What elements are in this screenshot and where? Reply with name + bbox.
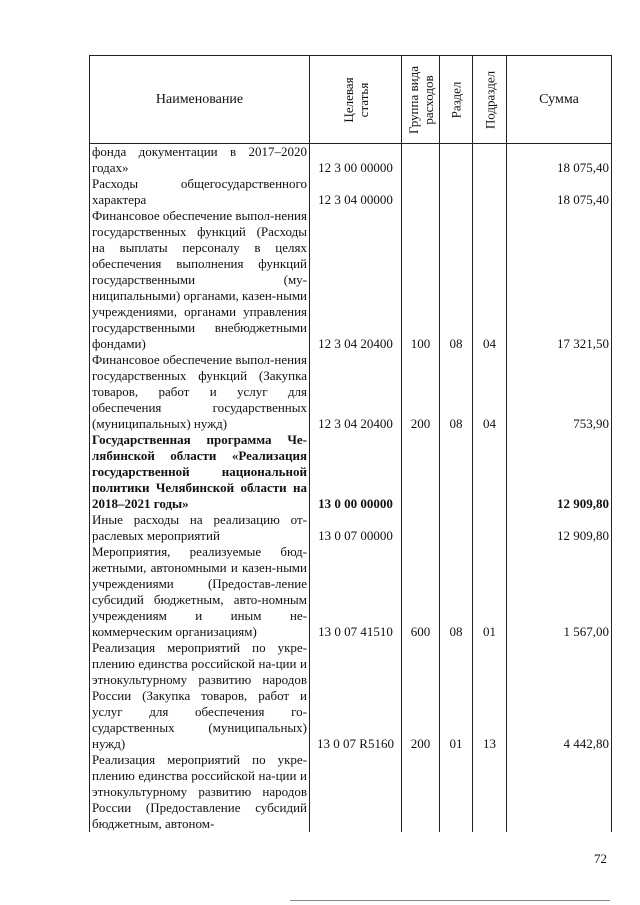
row-name: Реализация мероприятий по укре-плению единства российской на-ции и этнокультурному развитию народов России (Предоставление субсидий бюджетным, автоном-	[90, 752, 310, 832]
header-subsection	[473, 56, 507, 144]
header-sum: Сумма	[507, 56, 612, 144]
row-section	[440, 752, 473, 832]
header-code-line-2: статья	[355, 82, 371, 117]
row-code: 13 0 07 41510	[310, 544, 402, 640]
table-row	[90, 432, 612, 512]
row-group	[402, 432, 440, 512]
row-subsection: 04	[473, 208, 507, 352]
budget-table	[89, 55, 612, 832]
row-section	[440, 432, 473, 512]
page-number: 72	[594, 851, 607, 866]
row-sum: 18 075,40	[507, 176, 612, 208]
row-section: 08	[440, 208, 473, 352]
row-group: 600	[402, 544, 440, 640]
header-code-line-1: Целевая	[340, 76, 356, 123]
row-sum: 4 442,80	[507, 640, 612, 752]
row-group: 200	[402, 352, 440, 432]
header-group-line-1: Группа вида	[405, 65, 421, 134]
table-row	[90, 352, 612, 432]
table-row	[90, 544, 612, 640]
row-code: 13 0 07 R5160	[310, 640, 402, 752]
table-row	[90, 144, 612, 177]
row-group	[402, 176, 440, 208]
table-header-row	[90, 56, 612, 144]
row-group	[402, 144, 440, 177]
table-row	[90, 208, 612, 352]
row-name: Финансовое обеспечение выпол-нения государственных функций (Закупка товаров, работ и услуг для обеспечения государственных (муниципальных) нужд)	[90, 352, 310, 432]
table-row	[90, 176, 612, 208]
row-subsection	[473, 144, 507, 177]
row-sum: 753,90	[507, 352, 612, 432]
row-section	[440, 512, 473, 544]
row-subsection	[473, 432, 507, 512]
row-sum: 17 321,50	[507, 208, 612, 352]
row-subsection: 04	[473, 352, 507, 432]
row-subsection	[473, 176, 507, 208]
header-section-label: Раздел	[448, 81, 464, 118]
row-code: 13 0 07 00000	[310, 512, 402, 544]
row-name: Финансовое обеспечение выпол-нения государственных функций (Расходы на выплаты персоналу в целях обеспечения выполнения функций государственными (му-ниципальными) органами, казен-ными учреждениями, органами управления государственными внебюджетными фондами)	[90, 208, 310, 352]
row-sum: 18 075,40	[507, 144, 612, 177]
row-code: 12 3 04 20400	[310, 208, 402, 352]
row-code: 12 3 04 00000	[310, 176, 402, 208]
row-section	[440, 144, 473, 177]
row-name: Государственная программа Че-лябинской области «Реализация государственной национальной политики Челябинской области на 2018–2021 годы»	[90, 432, 310, 512]
table-row	[90, 752, 612, 832]
row-code	[310, 752, 402, 832]
row-code: 12 3 04 20400	[310, 352, 402, 432]
row-code: 13 0 00 00000	[310, 432, 402, 512]
row-subsection	[473, 512, 507, 544]
row-sum: 1 567,00	[507, 544, 612, 640]
row-group	[402, 752, 440, 832]
row-group: 100	[402, 208, 440, 352]
row-code: 12 3 00 00000	[310, 144, 402, 177]
header-section	[440, 56, 473, 144]
row-name: Реализация мероприятий по укре-плению единства российской на-ции и этнокультурному развитию народов России (Закупка товаров, работ и услуг для обеспечения го-сударственных (муниципальных) нужд)	[90, 640, 310, 752]
header-group-line-2: расходов	[420, 74, 436, 125]
table-row	[90, 640, 612, 752]
footer-line	[290, 900, 610, 901]
row-group: 200	[402, 640, 440, 752]
row-sum: 12 909,80	[507, 512, 612, 544]
header-subsection-label: Подраздел	[482, 70, 497, 129]
row-subsection: 13	[473, 640, 507, 752]
row-name: фонда документации в 2017–2020 годах»	[90, 144, 310, 177]
row-name: Иные расходы на реализацию от-раслевых мероприятий	[90, 512, 310, 544]
row-group	[402, 512, 440, 544]
row-subsection	[473, 752, 507, 832]
header-code	[310, 56, 402, 144]
row-section: 08	[440, 544, 473, 640]
row-sum	[507, 752, 612, 832]
row-section: 01	[440, 640, 473, 752]
header-group	[402, 56, 440, 144]
row-section	[440, 176, 473, 208]
row-subsection: 01	[473, 544, 507, 640]
table-row	[90, 512, 612, 544]
row-sum: 12 909,80	[507, 432, 612, 512]
row-name: Мероприятия, реализуемые бюд-жетными, автономными и казен-ными учреждениями (Предостав-ление субсидий бюджетным, авто-номным учреждениям и иным не-коммерческим организациям)	[90, 544, 310, 640]
header-name: Наименование	[90, 56, 310, 144]
table-body	[90, 144, 612, 833]
row-section: 08	[440, 352, 473, 432]
row-name: Расходы общегосударственного характера	[90, 176, 310, 208]
